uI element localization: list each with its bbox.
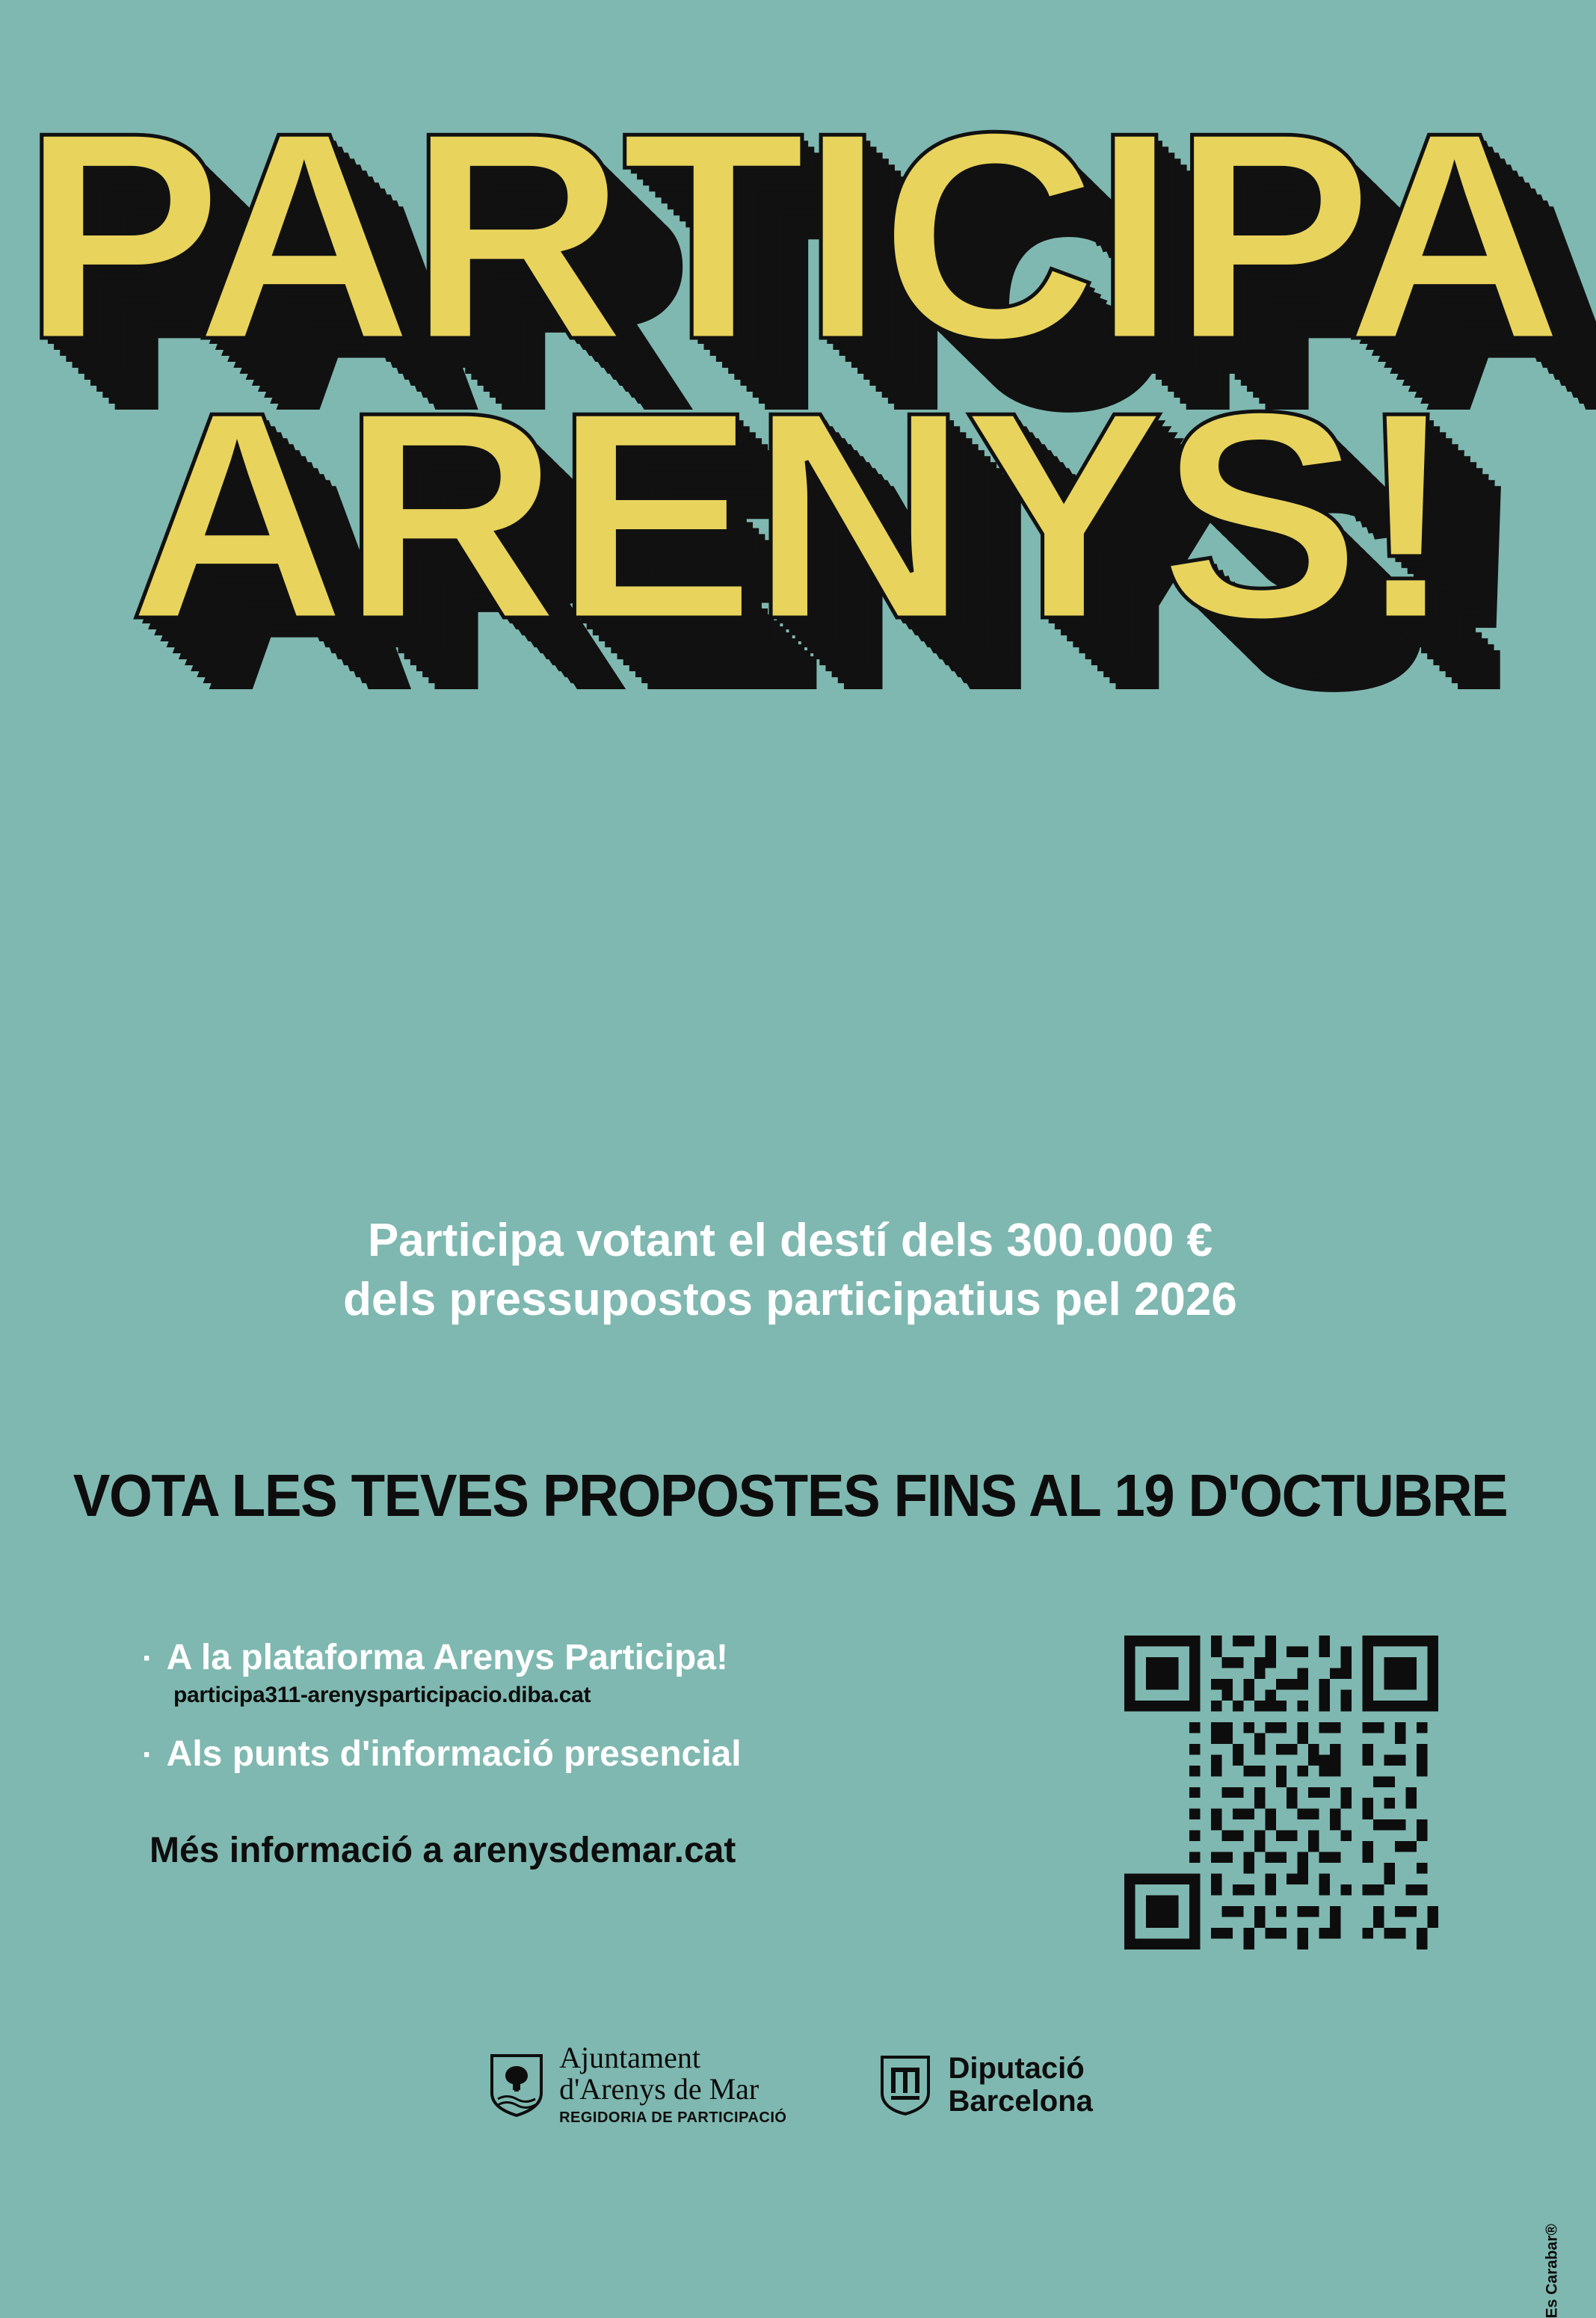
qr-code[interactable]	[1124, 1636, 1438, 1949]
subtitle	[0, 1211, 1580, 1330]
logo-ajuntament-text	[559, 2042, 786, 2127]
bullet-list	[142, 1630, 1039, 1871]
logo-diputacio-barcelona	[876, 2052, 1092, 2118]
headline-line-2: ARENYS!	[128, 349, 1452, 680]
subtitle-line-2: dels pressupostos participatius pel 2026	[343, 1274, 1237, 1326]
designer-credit: Es Carabar®	[1543, 2224, 1560, 2318]
more-info-text: Més informació a arenysdemar.cat	[150, 1831, 736, 1870]
info-area	[142, 1630, 1438, 1949]
headline-block	[0, 70, 1580, 680]
logo-line-1: Diputació	[948, 2051, 1085, 2085]
list-item-label: A la plataforma Arenys Participa!	[166, 1638, 729, 1677]
logo-diba-text	[948, 2052, 1092, 2118]
diba-crest-icon	[876, 2053, 934, 2117]
footer-logos	[0, 2042, 1580, 2127]
logo-line-1: Ajuntament	[559, 2041, 700, 2074]
logo-line-3: REGIDORIA DE PARTICIPACIÓ	[559, 2109, 787, 2126]
logo-ajuntament-arenys-de-mar	[487, 2042, 786, 2127]
bullet-dot-icon: ·	[142, 1640, 153, 1677]
list-item	[142, 1733, 1039, 1775]
call-to-action-text: VOTA LES TEVES PROPOSTES FINS AL 19 D'OCTUBRE	[73, 1462, 1508, 1529]
tree-crest-icon	[487, 2053, 546, 2117]
list-item	[142, 1637, 1039, 1678]
platform-url[interactable]: participa311-arenysparticipacio.diba.cat	[173, 1683, 591, 1707]
headline-line-1: PARTICIPA	[21, 70, 1559, 401]
bullet-dot-icon: ·	[142, 1736, 153, 1773]
subtitle-line-1: Participa votant el destí dels 300.000 €	[367, 1215, 1213, 1266]
list-item-label: Als punts d'informació presencial	[166, 1734, 742, 1774]
logo-line-2: d'Arenys de Mar	[559, 2072, 760, 2106]
logo-line-2: Barcelona	[948, 2084, 1093, 2118]
